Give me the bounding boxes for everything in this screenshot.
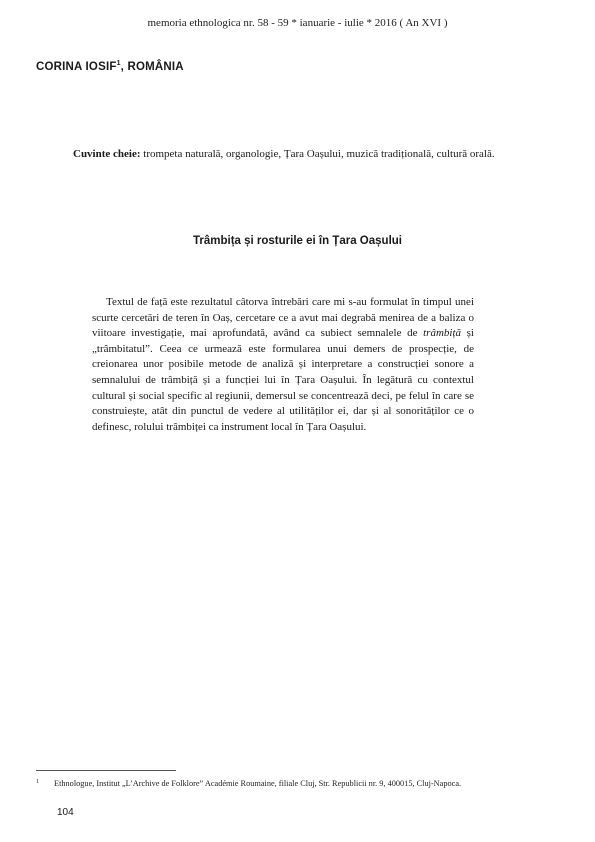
footnote-divider [36,770,176,771]
article-title: Trâmbița și rosturile ei în Țara Oașului [193,235,402,247]
author-country: , ROMÂNIA [120,61,184,73]
author-footnote-ref[interactable]: 1 [116,60,121,68]
abstract-italic-term: trâmbiță [423,327,462,340]
keywords-text: trompeta naturală, organologie, Țara Oașului, muzică tradițională, cultură orală. [140,148,495,160]
keywords [73,148,563,160]
abstract-part-1: Textul de față este rezultatul câtorva întrebări care mi s-au formulat în timpul unei scurte cercetări de teren în Oaș, cercetare ce a avut mai degrabă menirea de a baliza o viitoare investigație, mai aprofundată, având ca subiect semnalele de [92,296,474,340]
running-header: memoria ethnologica nr. 58 - 59 * ianuarie - iulie * 2016 ( An XVI ) [147,17,448,29]
footnote-text: Ethnologue, Institut „L’Archive de Folklore” Académie Roumaine, filiale Cluj, Str. Republicii nr. 9, 400015, Cluj-Napoca. [54,779,462,788]
author-name: CORINA IOSIF [36,61,117,73]
page-number: 104 [57,807,74,818]
abstract-part-2: și „trâmbitatul”. Ceea ce urmează este formularea unui demers de prospecție, de creionarea unor posibile metode de analiză și interpretare a construcției sonore a semnalului de trâmbiță și a funcției lui în Țara Oașului. În legătură cu contextul cultural și social specific al regiunii, demersul se concentrează deci, pe felul în care se construiește, atât din punctul de vedere al utilităților ei, dar și al sonorităților ce o definesc, rolului trâmbiței ca instrument local în Țara Oașului. [92,327,474,433]
footnote [36,779,566,788]
keywords-label: Cuvinte cheie: [73,148,141,160]
abstract [92,295,474,435]
footnote-mark: 1 [36,779,39,785]
author-line [36,61,184,73]
